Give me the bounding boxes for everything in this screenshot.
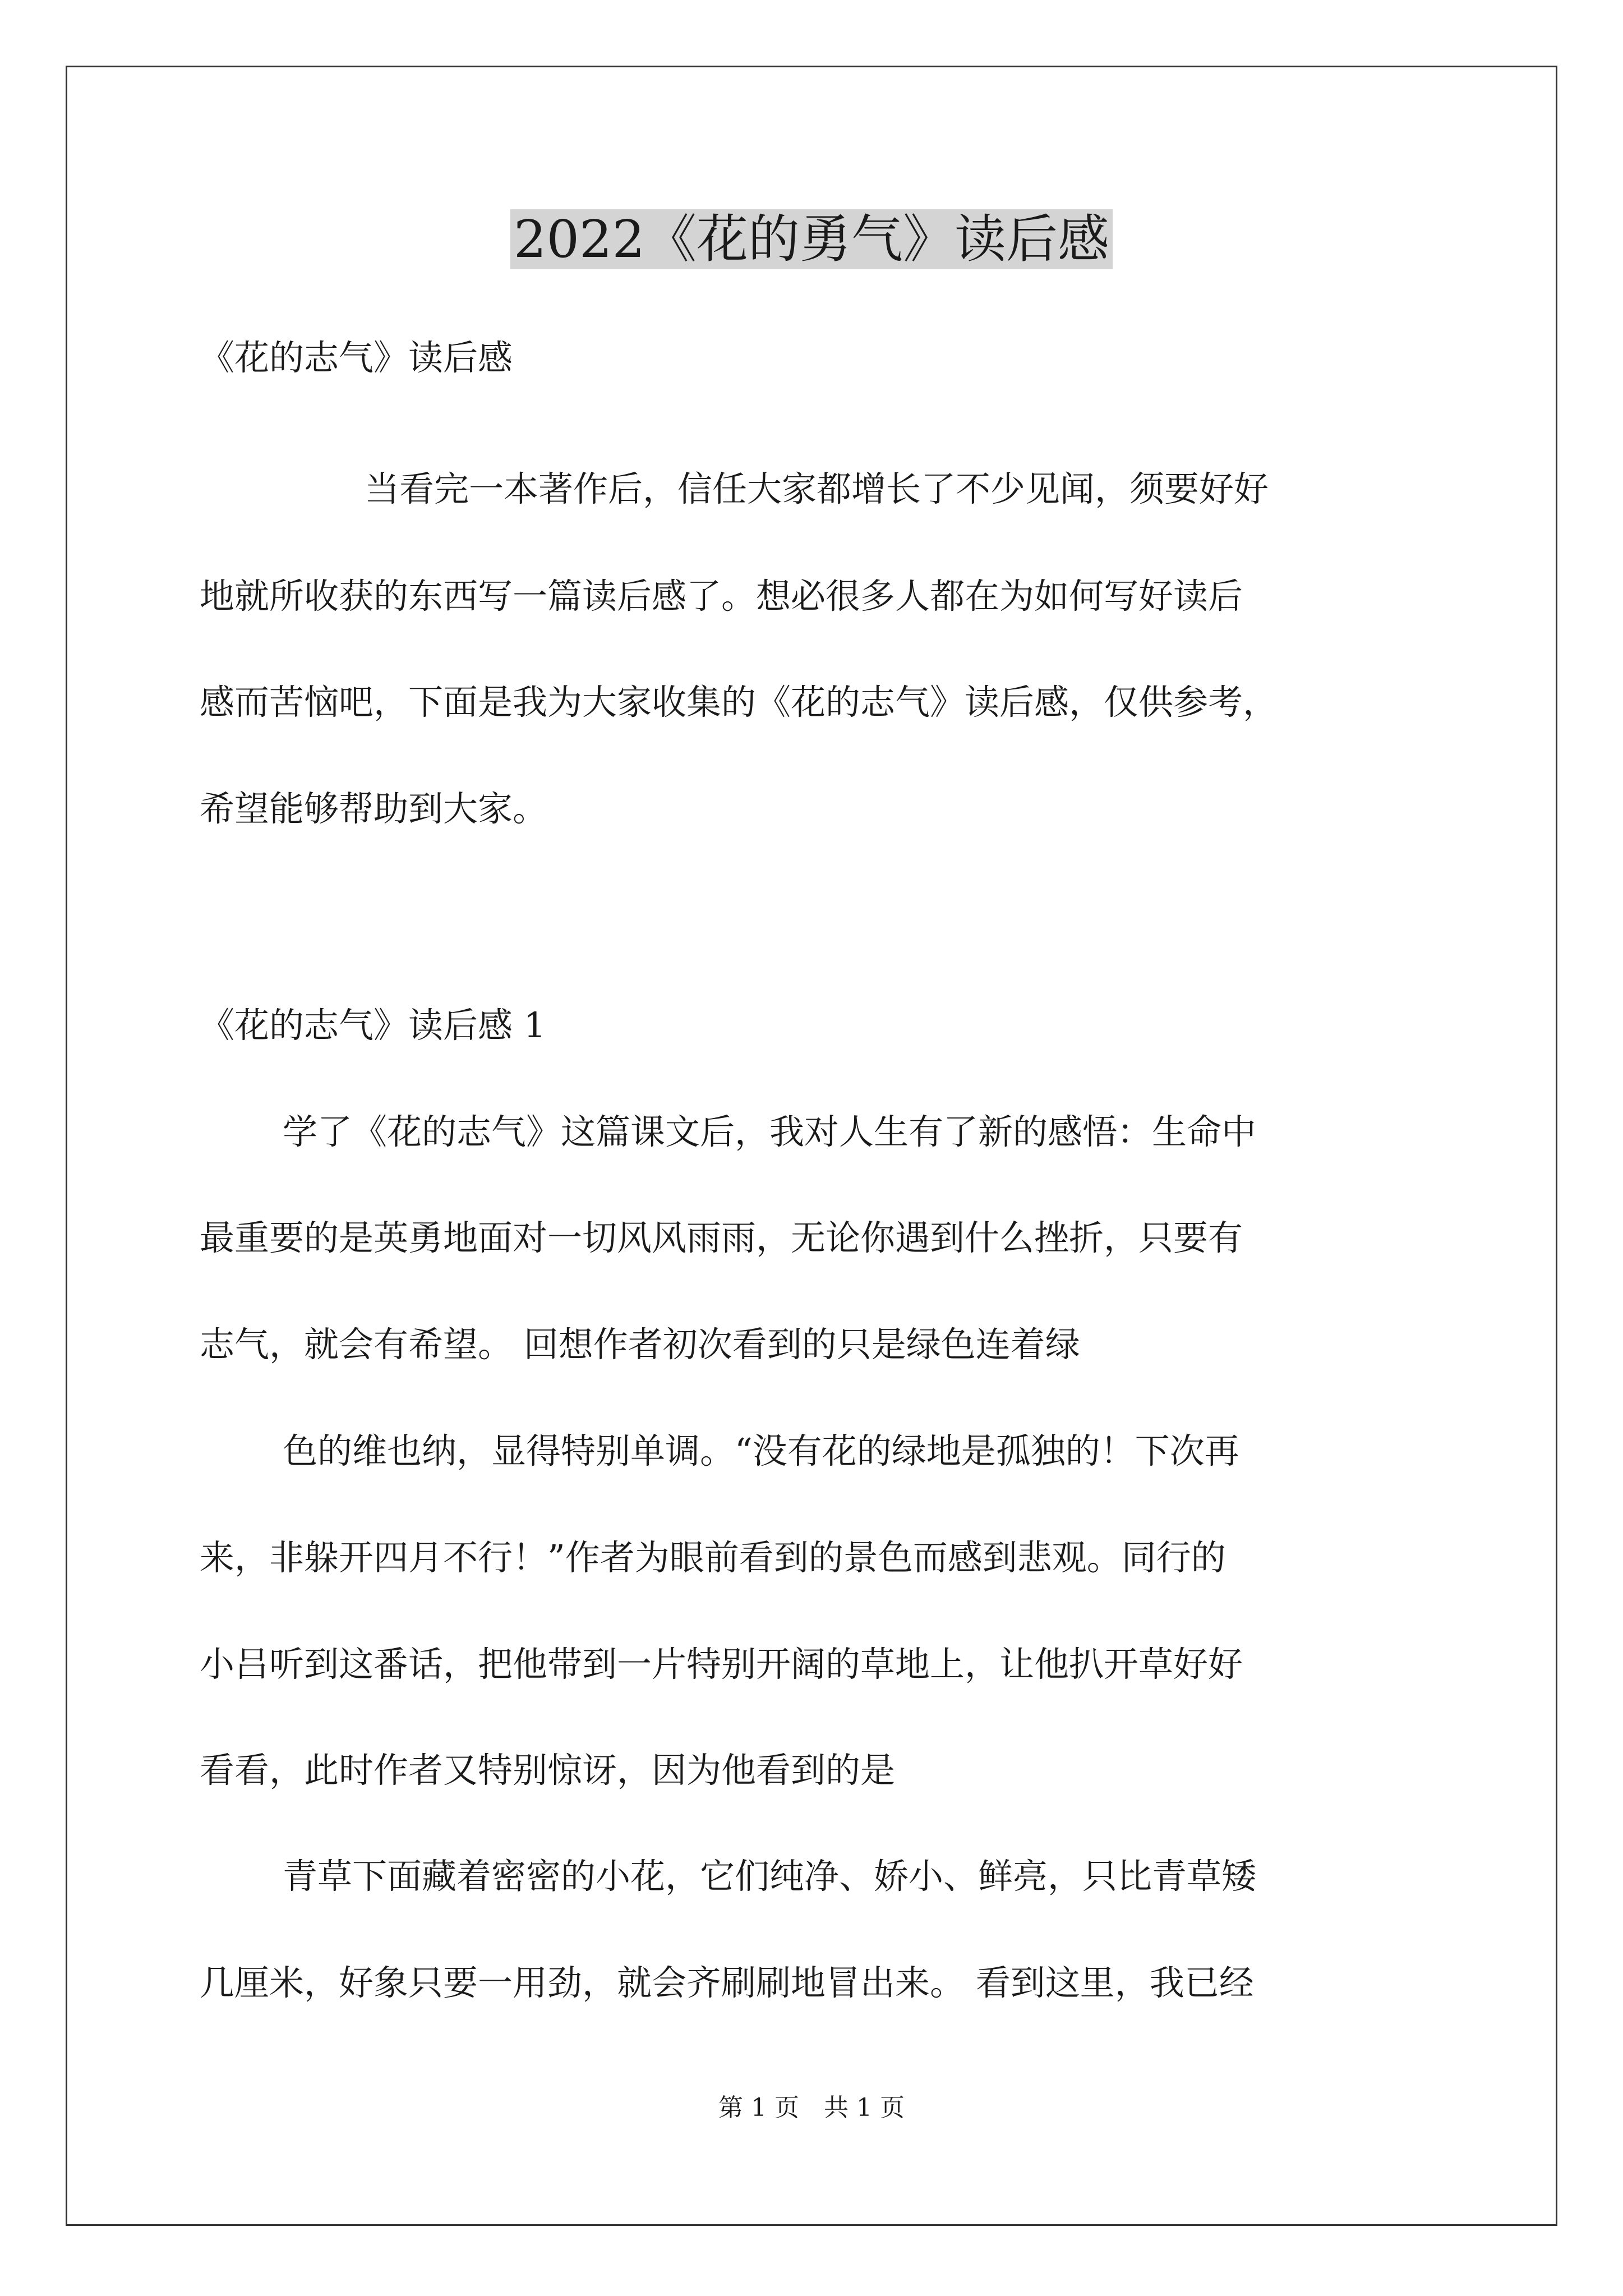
document-title-text: 2022《花的勇气》读后感	[510, 209, 1113, 269]
paragraph-line: 色的维也纳，显得特别单调。“没有花的绿地是孤独的！下次再	[283, 1430, 1239, 1471]
document-title	[0, 203, 1623, 276]
paragraph-line: 学了《花的志气》这篇课文后，我对人生有了新的感悟：生命中	[283, 1111, 1257, 1152]
intro-line: 当看完一本著作后，信任大家都增长了不少见闻，须要好好	[365, 468, 1269, 509]
paragraph-line: 青草下面藏着密密的小花，它们纯净、娇小、鲜亮，只比青草矮	[283, 1856, 1257, 1897]
intro-line: 感而苦恼吧，下面是我为大家收集的《花的志气》读后感，仅供参考，	[200, 682, 1278, 723]
intro-heading: 《花的志气》读后感	[200, 337, 513, 378]
paragraph-line: 几厘米，好象只要一用劲，就会齐刷刷地冒出来。 看到这里，我已经	[200, 1962, 1254, 2003]
paragraph-line: 最重要的是英勇地面对一切风风雨雨，无论你遇到什么挫折，只要有	[200, 1217, 1243, 1258]
paragraph-line: 小吕听到这番话，把他带到一片特别开阔的草地上，让他扒开草好好	[200, 1644, 1243, 1685]
paragraph-line: 看看，此时作者又特别惊讶，因为他看到的是	[200, 1750, 896, 1791]
paragraph-line: 志气，就会有希望。 回想作者初次看到的只是绿色连着绿	[200, 1324, 1080, 1365]
page-number-footer: 第 1 页 共 1 页	[718, 2093, 905, 2122]
section-heading: 《花的志气》读后感 1	[200, 1005, 546, 1046]
intro-line: 地就所收获的东西写一篇读后感了。想必很多人都在为如何写好读后	[200, 576, 1243, 616]
intro-line: 希望能够帮助到大家。	[200, 788, 548, 829]
paragraph-line: 来，非躲开四月不行！”作者为眼前看到的景色而感到悲观。同行的	[200, 1537, 1226, 1578]
